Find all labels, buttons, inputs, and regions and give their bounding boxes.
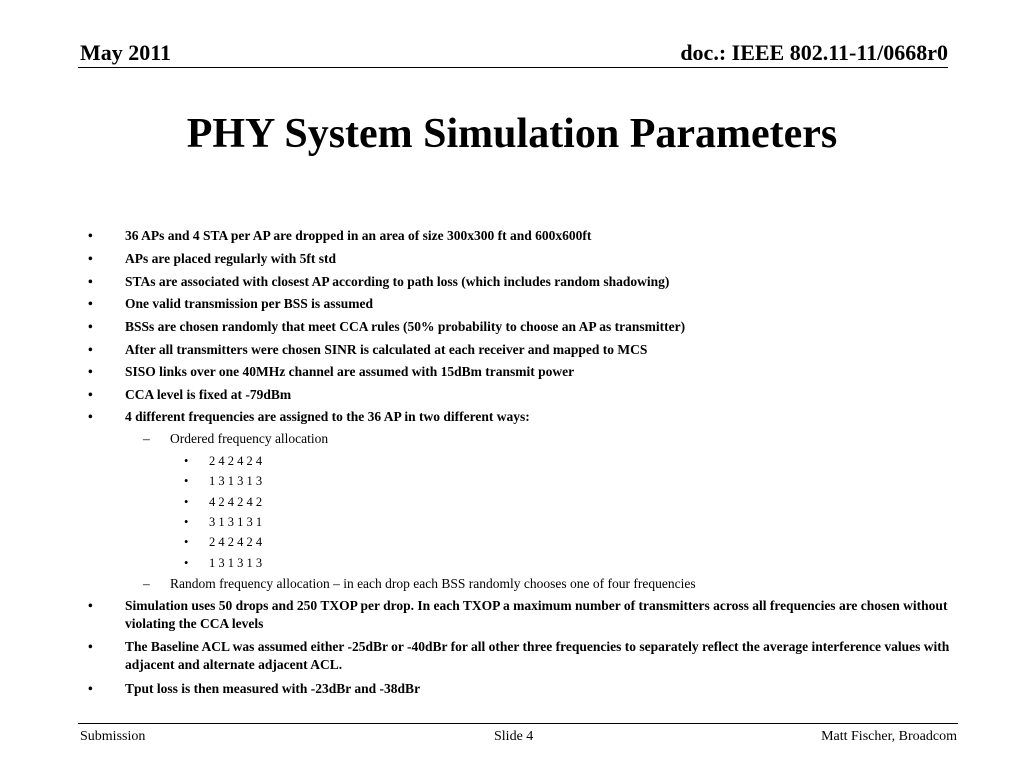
bullet-item xyxy=(88,363,955,381)
frequency-row-text: 3 1 3 1 3 1 xyxy=(209,515,263,529)
bullet-text: After all transmitters were chosen SINR is calculated at each receiver and mapped to MCS xyxy=(125,342,648,357)
sub-item-text: Ordered frequency allocation xyxy=(170,431,329,446)
bullet-marker: • xyxy=(88,274,93,289)
bullet-marker: • xyxy=(184,495,189,509)
bullet-item xyxy=(88,250,955,268)
bullet-text: One valid transmission per BSS is assumed xyxy=(125,296,374,311)
bullet-marker: • xyxy=(88,251,93,266)
frequency-row xyxy=(184,554,949,572)
bullet-text: The Baseline ACL was assumed either -25dBr or -40dBr for all other three frequencies to separately reflect the average interference values with adjacent and alternate adjacent ACL. xyxy=(125,639,950,672)
bullet-text: Simulation uses 50 drops and 250 TXOP per drop. In each TXOP a maximum number of transmitters across all frequencies are chosen without violating the CCA levels xyxy=(125,598,948,631)
bullet-marker: • xyxy=(88,296,93,311)
bullet-text: 36 APs and 4 STA per AP are dropped in an area of size 300x300 ft and 600x600ft xyxy=(125,228,592,243)
sub-item-text: Random frequency allocation – in each drop each BSS randomly chooses one of four frequencies xyxy=(170,576,696,591)
bullet-item xyxy=(88,597,955,633)
frequency-row xyxy=(184,533,949,551)
header-date: May 2011 xyxy=(80,40,172,65)
bullet-marker: • xyxy=(184,474,189,488)
bullet-item xyxy=(88,227,955,245)
header-doc-id: doc.: IEEE 802.11-11/0668r0 xyxy=(680,40,948,65)
frequency-row xyxy=(184,452,949,470)
frequency-row-text: 2 4 2 4 2 4 xyxy=(209,454,263,468)
bullet-text: SISO links over one 40MHz channel are assumed with 15dBm transmit power xyxy=(125,364,575,379)
bullet-marker: • xyxy=(88,342,93,357)
bullet-text: STAs are associated with closest AP according to path loss (which includes random shadowing) xyxy=(125,274,670,289)
bullet-marker: • xyxy=(88,409,93,424)
footer-slide-number: Slide 4 xyxy=(494,729,534,744)
slide-title: PHY System Simulation Parameters xyxy=(186,111,838,157)
frequency-row-text: 4 2 4 2 4 2 xyxy=(209,495,263,509)
bullet-text: 4 different frequencies are assigned to the 36 AP in two different ways: xyxy=(125,409,530,424)
header-divider xyxy=(78,67,948,68)
frequency-row-text: 2 4 2 4 2 4 xyxy=(209,535,263,549)
bullet-marker: • xyxy=(88,598,93,613)
bullet-marker: • xyxy=(88,387,93,402)
bullet-text: CCA level is fixed at -79dBm xyxy=(125,387,292,402)
bullet-marker: • xyxy=(184,535,189,549)
bullet-marker: • xyxy=(88,319,93,334)
sub-item-ordered xyxy=(143,430,950,448)
frequency-row-text: 1 3 1 3 1 3 xyxy=(209,474,263,488)
bullet-item xyxy=(88,386,955,404)
bullet-marker: • xyxy=(184,515,189,529)
bullet-item xyxy=(88,408,955,426)
bullet-item xyxy=(88,638,955,674)
footer-divider xyxy=(78,723,958,724)
frequency-row-text: 1 3 1 3 1 3 xyxy=(209,556,263,570)
bullet-marker: • xyxy=(88,681,93,696)
bullet-text: BSSs are chosen randomly that meet CCA rules (50% probability to choose an AP as transmitter) xyxy=(125,319,686,334)
frequency-row xyxy=(184,513,949,531)
bullet-text: APs are placed regularly with 5ft std xyxy=(125,251,336,266)
bullet-marker: • xyxy=(88,228,93,243)
bullet-marker: • xyxy=(88,639,93,654)
footer-submission: Submission xyxy=(80,729,146,744)
bullet-marker: • xyxy=(184,556,189,570)
footer-author: Matt Fischer, Broadcom xyxy=(821,729,957,744)
bullet-text: Tput loss is then measured with -23dBr and -38dBr xyxy=(125,681,421,696)
sub-item-random xyxy=(143,575,950,593)
bullet-item xyxy=(88,295,955,313)
bullet-item xyxy=(88,318,955,336)
bullet-item xyxy=(88,680,955,698)
dash-marker: – xyxy=(143,576,150,591)
bullet-marker: • xyxy=(88,364,93,379)
bullet-item xyxy=(88,341,955,359)
dash-marker: – xyxy=(143,431,150,446)
bullet-marker: • xyxy=(184,454,189,468)
frequency-row xyxy=(184,472,949,490)
frequency-row xyxy=(184,493,949,511)
bullet-item xyxy=(88,273,955,291)
